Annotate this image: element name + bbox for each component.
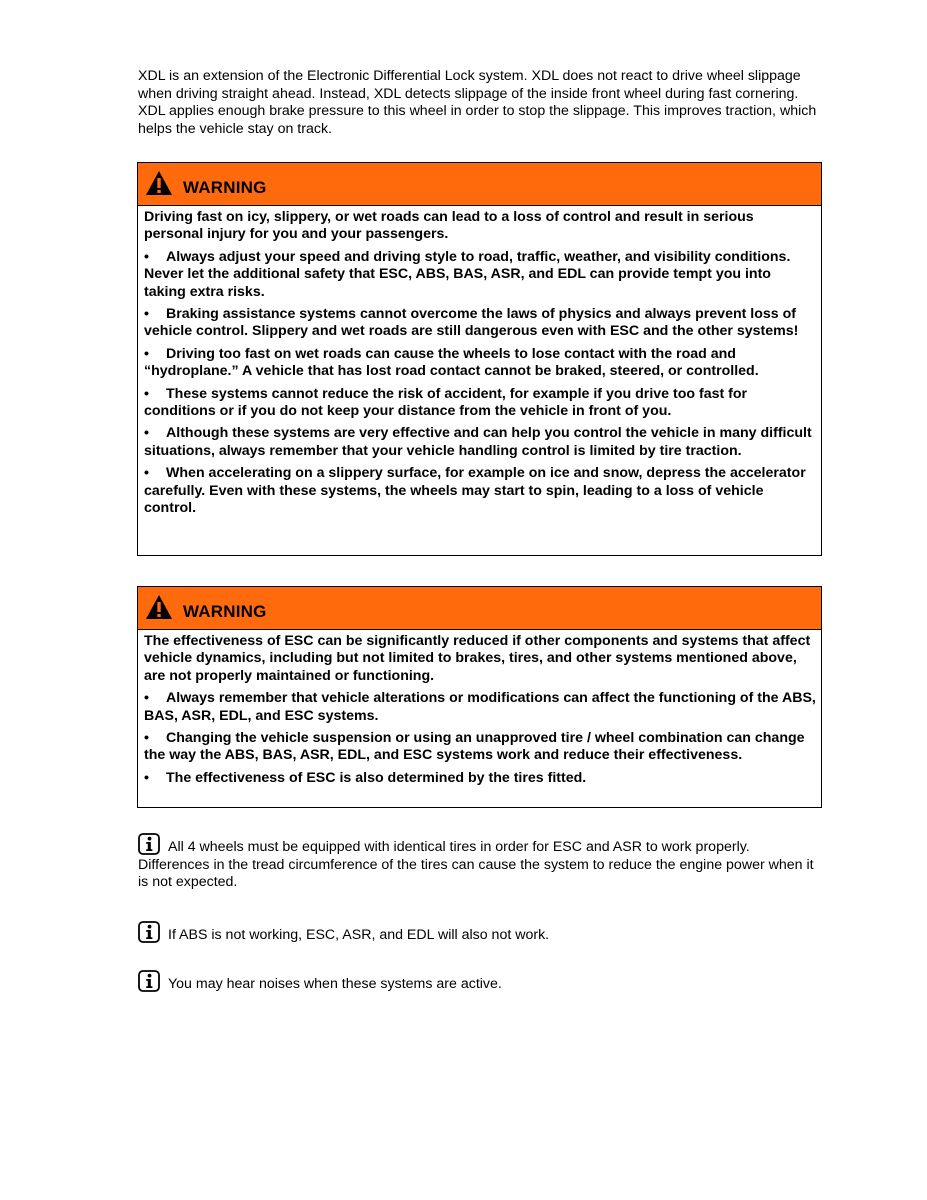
warning-lead: Driving fast on icy, slippery, or wet roads can lead to a loss of control and result in serious personal injury for you and your passengers. xyxy=(144,209,754,243)
info-icon xyxy=(138,970,160,992)
bullet-icon: • xyxy=(144,425,149,442)
warning-bullet-text: These systems cannot reduce the risk of accident, for example if you drive too fast for conditions or if you do not keep your distance from the vehicle in front of you. xyxy=(144,385,748,420)
note-paragraph xyxy=(138,921,818,945)
info-icon xyxy=(138,921,160,943)
bullet-icon: • xyxy=(144,306,149,323)
bullet-icon: • xyxy=(144,465,149,482)
warning-box-esc-effectiveness xyxy=(137,586,822,808)
warning-triangle-icon xyxy=(145,594,173,620)
warning-header xyxy=(138,163,821,206)
warning-bullet-text: Always adjust your speed and driving style to road, traffic, weather, and visibility conditions. Never let the additional safety that ESC, ABS, BAS, ASR, and EDL can provide tempt you into taking extra risks. xyxy=(144,248,791,300)
warning-bullet-text: Always remember that vehicle alterations or modifications can affect the functioning of the ABS, BAS, ASR, EDL, and ESC systems. xyxy=(144,690,816,724)
info-icon xyxy=(138,833,160,855)
bullet-icon: • xyxy=(144,690,149,707)
warning-header xyxy=(138,587,821,630)
note-text: You may hear noises when these systems are active. xyxy=(168,976,502,992)
warning-bullet-item xyxy=(144,425,816,460)
note-text: All 4 wheels must be equipped with identical tires in order for ESC and ASR to work properly. Differences in the tread circumference of the tires can cause the system to reduce the engine power when it is not expected. xyxy=(138,839,814,891)
warning-bullet-text: Although these systems are very effective and can help you control the vehicle in many difficult situations, always remember that your vehicle handling control is limited by tire traction. xyxy=(144,425,812,459)
intro-paragraph: XDL is an extension of the Electronic Differential Lock system. XDL does not react to drive wheel slippage when driving straight ahead. Instead, XDL detects slippage of the inside front wheel during fast cornering. XDL applies enough brake pressure to this wheel in order to stop the slippage. This improves traction, which helps the vehicle stay on track. xyxy=(138,68,817,137)
bullet-icon: • xyxy=(144,345,149,362)
bullet-icon: • xyxy=(144,769,149,786)
note-paragraph xyxy=(138,833,818,892)
warning-title: WARNING xyxy=(183,178,267,197)
warning-bullet-text: Braking assistance systems cannot overcome the laws of physics and always prevent loss of vehicle control. Slippery and wet roads are still dangerous even with ESC and the other systems! xyxy=(144,306,799,340)
bullet-icon: • xyxy=(144,248,149,265)
warning-bullet-item xyxy=(144,346,816,381)
warning-body xyxy=(138,206,821,518)
warning-bullet-item xyxy=(144,306,816,341)
warning-title: WARNING xyxy=(183,602,267,621)
bullet-icon: • xyxy=(144,730,149,747)
warning-bullet-item xyxy=(144,465,816,517)
note-text: If ABS is not working, ESC, ASR, and EDL will also not work. xyxy=(168,927,550,943)
warning-bullet-item xyxy=(144,770,816,787)
warning-triangle-icon xyxy=(145,170,173,196)
warning-box-driving xyxy=(137,162,822,556)
warning-bullet-text: Driving too fast on wet roads can cause the wheels to lose contact with the road and “hydroplane.” A vehicle that has lost road contact cannot be braked, steered, or controlled. xyxy=(144,345,759,380)
warning-body xyxy=(138,630,821,787)
warning-bullet-item xyxy=(144,386,816,421)
warning-lead: The effectiveness of ESC can be significantly reduced if other components and systems that affect vehicle dynamics, including but not limited to brakes, tires, and other systems mentioned above, are not properly maintained or functioning. xyxy=(144,633,811,684)
note-paragraph xyxy=(138,970,818,994)
warning-bullet-item xyxy=(144,690,816,725)
warning-bullet-text: Changing the vehicle suspension or using an unapproved tire / wheel combination can change the way the ABS, BAS, ASR, EDL, and ESC systems work and reduce their effectiveness. xyxy=(144,730,805,764)
warning-bullet-text: The effectiveness of ESC is also determined by the tires fitted. xyxy=(166,769,587,786)
warning-bullet-item xyxy=(144,730,816,765)
warning-bullet-text: When accelerating on a slippery surface, for example on ice and snow, depress the accelerator carefully. Even with these systems, the wheels may start to spin, leading to a loss of vehicle control. xyxy=(144,465,806,517)
warning-bullet-item xyxy=(144,249,816,301)
bullet-icon: • xyxy=(144,385,149,402)
